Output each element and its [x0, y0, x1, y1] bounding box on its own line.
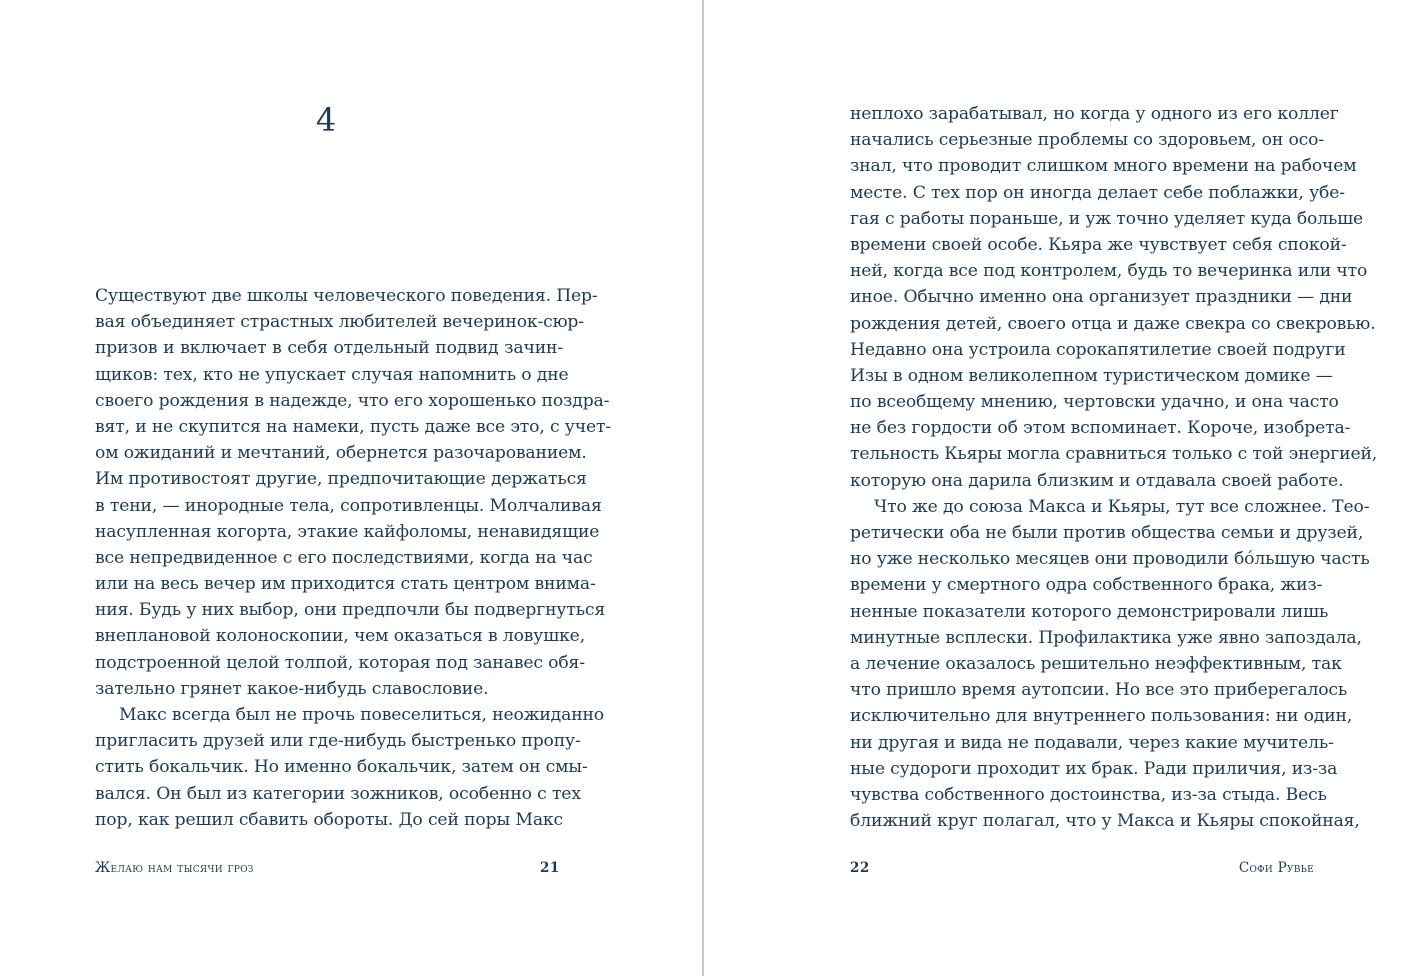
right-page	[705, 0, 1404, 976]
text-line: ненные показатели которого демонстрировали лишь	[850, 601, 1329, 622]
text-line: исключительно для внутреннего пользования: ни один,	[850, 706, 1353, 727]
text-line: все непредвиденное с его последствиями, когда на час	[95, 547, 593, 568]
text-line: минутные всплески. Профилактика уже явно запоздала,	[850, 627, 1362, 648]
book-title-footer: Желаю нам тысячи гроз	[95, 860, 254, 876]
text-line: призов и включает в себя отдельный подвид зачин-	[95, 338, 563, 359]
text-line: щиков: тех, кто не упускает случая напомнить о дне	[95, 364, 569, 385]
text-line: вался. Он был из категории зожников, особенно с тех	[95, 783, 581, 804]
text-line: пригласить друзей или где-нибудь быстренько пропу-	[95, 731, 581, 752]
text-line: что пришло время аутопсии. Но все это приберегалось	[850, 680, 1348, 701]
text-line: Им противостоят другие, предпочитающие держаться	[95, 469, 587, 490]
text-line: неплохо зарабатывал, но когда у одного из его коллег	[850, 104, 1339, 124]
text-line: по всеобщему мнению, чертовски удачно, и она часто	[850, 392, 1339, 413]
left-body-text	[95, 283, 611, 833]
text-line: ния. Будь у них выбор, они предпочли бы подвергнуться	[95, 600, 606, 621]
text-line: в тени, — инородные тела, сопротивленцы. Молчаливая	[95, 495, 602, 516]
text-line: вят, и не скупится на намеки, пусть даже все это, с учет-	[95, 416, 611, 437]
text-line: Что же до союза Макса и Кьяры, тут все сложнее. Тео-	[874, 496, 1370, 517]
text-line: рождения детей, своего отца и даже свекра со свекровью.	[850, 313, 1376, 334]
text-line: Недавно она устроила сорокапятилетие своей подруги	[850, 339, 1346, 360]
text-line: подстроенной целой толпой, которая под занавес обя-	[95, 652, 585, 673]
text-line: но уже несколько месяцев они проводили бóльшую часть	[850, 549, 1370, 570]
text-line: гая с работы пораньше, и уж точно уделяет куда больше	[850, 208, 1364, 229]
text-line: ней, когда все под контролем, будь то вечеринка или что	[850, 261, 1368, 282]
text-line: ближний круг полагал, что у Макса и Кьяры спокойная,	[850, 811, 1360, 832]
book-spine-divider	[702, 0, 704, 976]
text-line: времени своей особе. Кьяра же чувствует себя спокой-	[850, 234, 1347, 255]
text-line: не без гордости об этом вспоминает. Короче, изобрета-	[850, 418, 1351, 439]
text-line: которую она дарила близким и отдавала своей работе.	[850, 470, 1344, 491]
text-line: ом ожиданий и мечтаний, обернется разочарованием.	[95, 443, 587, 464]
text-line: насупленная когорта, этакие кайфоломы, ненавидящие	[95, 521, 600, 542]
text-line: своего рождения в надежде, что его хорошенько поздра-	[95, 390, 610, 411]
text-line: иное. Обычно именно она организует праздники — дни	[850, 287, 1353, 308]
right-body-text	[850, 101, 1378, 834]
text-line: а лечение оказалось решительно неэффективным, так	[850, 653, 1342, 674]
text-line: ретически оба не были против общества семьи и друзей,	[850, 523, 1364, 543]
page-number-right: 22	[850, 860, 870, 876]
text-line: тельность Кьяры могла сравниться только с той энергией,	[850, 444, 1378, 465]
text-line: вая объединяет страстных любителей вечеринок-сюр-	[95, 312, 584, 333]
author-name-footer: Софи Рувье	[1238, 860, 1314, 876]
text-line: ные судороги проходит их брак. Ради приличия, из-за	[850, 758, 1338, 779]
text-line: времени у смертного одра собственного брака, жиз-	[850, 575, 1323, 596]
text-line: стить бокальчик. Но именно бокальчик, затем он смы-	[95, 757, 588, 778]
text-line: зательно грянет какое-нибудь славословие.	[95, 678, 489, 699]
text-line: пор, как решил сбавить обороты. До сей поры Макс	[95, 809, 563, 830]
chapter-number: 4	[315, 101, 337, 139]
text-line: знал, что проводит слишком много времени на рабочем	[850, 156, 1357, 177]
text-line: Существуют две школы человеческого поведения. Пер-	[95, 286, 598, 306]
text-line: месте. С тех пор он иногда делает себе поблажки, убе-	[850, 182, 1345, 203]
text-line: начались серьезные проблемы со здоровьем, он осо-	[850, 130, 1325, 151]
text-line: внеплановой колоноскопии, чем оказаться в ловушке,	[95, 626, 586, 647]
text-line: ни другая и вида не подавали, через какие мучитель-	[850, 732, 1334, 753]
text-line: Макс всегда был не прочь повеселиться, неожиданно	[119, 705, 605, 725]
text-line: чувства собственного достоинства, из-за стыда. Весь	[850, 784, 1327, 805]
page-number-left: 21	[540, 860, 560, 876]
text-line: или на весь вечер им приходится стать центром внима-	[95, 574, 596, 595]
text-line: Изы в одном великолепном туристическом домике —	[850, 365, 1333, 386]
